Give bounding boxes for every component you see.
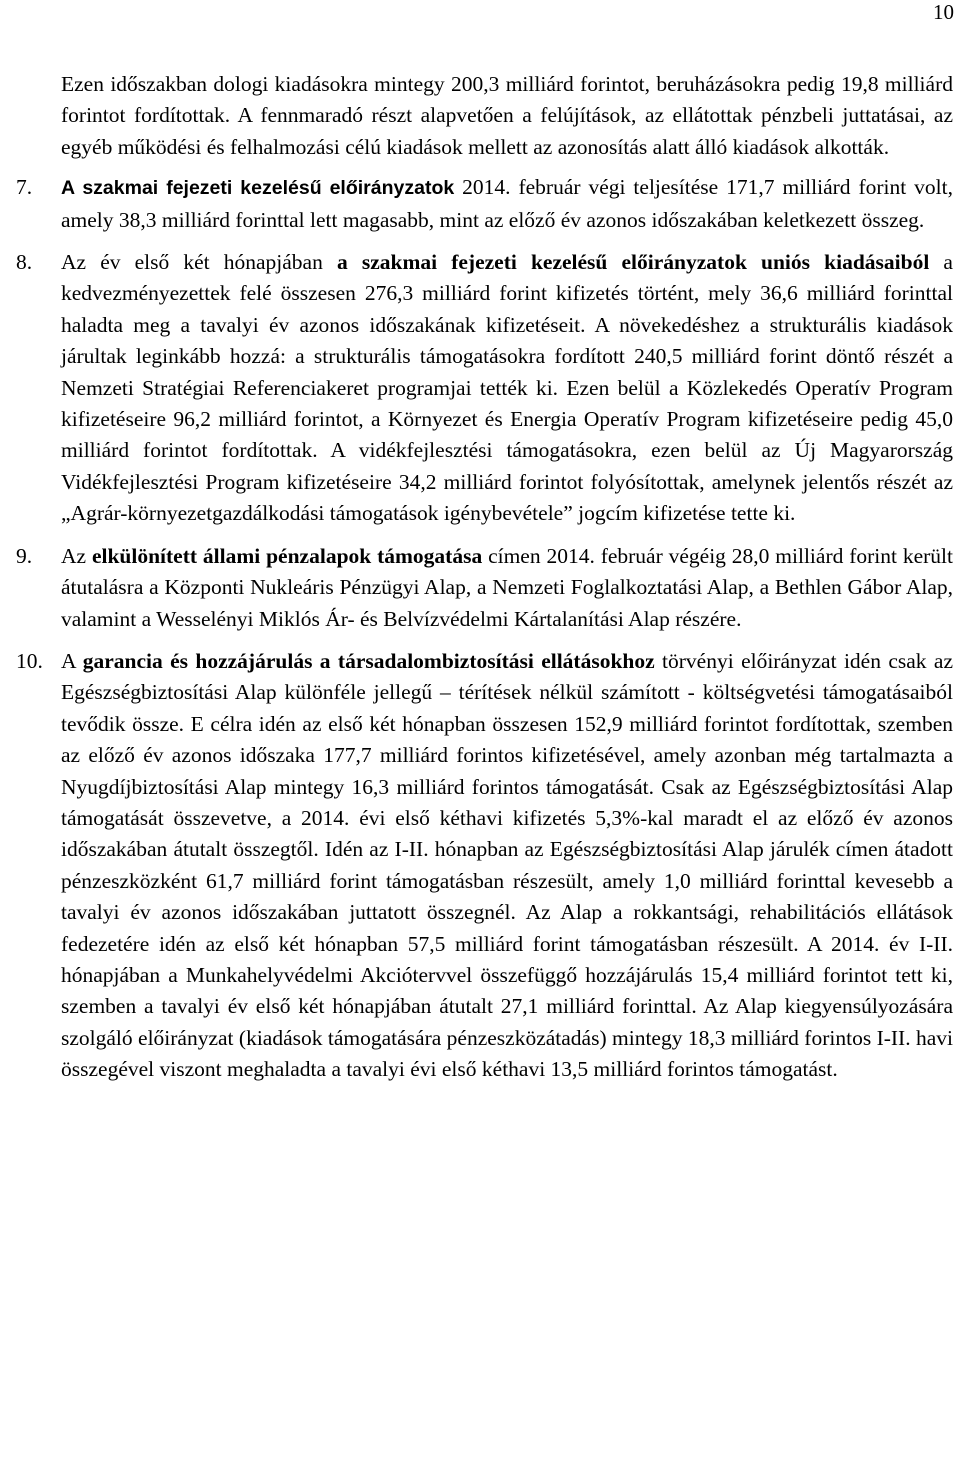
paragraph-8 [16,247,953,530]
paragraph-10-number: 10. [16,648,43,673]
document-body [16,69,953,1097]
paragraph-10-bold-term: garancia és hozzájárulás a társadalombiztosítási ellátásokhoz [82,648,655,673]
intro-text: Ezen időszakban dologi kiadásokra mintegy 200,3 milliárd forintot, beruházásokra pedig 19,8 milliárd forintot fordítottak. A fennmaradó részt alapvetően a felújítások, az ellátottak pénzbeli juttatásai, az egyéb működési és felhalmozási célú kiadások mellett az azonosítás alatt álló kiadások alkották. [61,72,953,159]
paragraph-9-text: címen 2014. február végéig 28,0 milliárd forint került átutalásra a Központi Nukleáris Pénzügyi Alap, a Nemzeti Foglalkoztatási Alap, a Bethlen Gábor Alap, valamint a Wesselényi Miklós Ár- és Belvízvédelmi Kártalanítási Alap részére. [61,543,953,631]
paragraph-7-bold-heading: A szakmai fejezeti kezelésű előirányzatok [61,177,455,200]
paragraph-9 [16,541,953,635]
paragraph-10-lead: A [61,648,83,673]
paragraph-8-number: 8. [16,250,33,275]
paragraph-7-text: 2014. február végi teljesítése 171,7 milliárd forint volt, amely 38,3 milliárd forinttal lett magasabb, mint az előző év azonos időszakában keletkezett összeg. [61,175,953,232]
paragraph-10 [16,646,953,1086]
paragraph-8-text: a kedvezményezettek felé összesen 276,3 milliárd forint kifizetés történt, mely 36,6 milliárd forinttal haladta meg a tavalyi év azonos időszakának kifizetéseit. A növekedéshez a strukturális kiadások járultak leginkább hozzá: a strukturális támogatásokra fordított 240,5 milliárd forint döntő részét a Nemzeti Stratégiai Referenciakeret programjai tették ki. Ezen belül a Közlekedés Operatív Program kifizetéseire 96,2 milliárd forintot, a Környezet és Energia Operatív Program kifizetéseire pedig 45,0 milliárd forintot fordítottak. A vidékfejlesztési támogatásokra, ezen belül az Új Magyarország Vidékfejlesztési Program kifizetéseire 34,2 milliárd forintot folyósítottak, amelynek jelentős részét az „Agrár-környezetgazdálkodási támogatások igénybevétele” jogcím kifizetése tette ki. [61,250,953,526]
paragraph-8-lead: Az év első két hónapjában [61,250,337,275]
paragraph-7-number: 7. [16,175,33,200]
intro-paragraph [16,69,953,163]
page-number: 10 [933,0,954,24]
paragraph-8-bold-term: a szakmai fejezeti kezelésű előirányzatok uniós kiadásaiból [336,250,930,275]
paragraph-9-number: 9. [16,543,33,568]
paragraph-7 [16,172,953,236]
paragraph-9-bold-term: elkülönített állami pénzalapok támogatása [91,543,483,568]
paragraph-9-lead: Az [61,543,92,568]
paragraph-10-text: törvényi előirányzat idén csak az Egészségbiztosítási Alap különféle jellegű – térítések nélkül számított - költségvetési támogatásaiból tevődik össze. E célra idén az első két hónapban összesen 152,9 milliárd forintot fordítottak, szemben az előző év azonos időszaka 177,7 milliárd forintos kifizetésével, amely azonban még tartalmazta a Nyugdíjbiztosítási Alap mintegy 16,3 milliárd forintos támogatását. Csak az Egészségbiztosítási Alap támogatását összevetve, a 2014. évi első kéthavi kifizetés 5,3%-kal maradt el az előző év azonos időszakában átutalt összegtől. Idén az I-II. hónapban az Egészségbiztosítási Alap járulék címen átadott pénzeszközként 61,7 milliárd forint támogatásban részesült, amely 1,0 milliárd forinttal kevesebb a tavalyi év azonos időszakában juttatott összegnél. Az Alap a rokkantsági, rehabilitációs ellátások fedezetére idén az első két hónapban 57,5 milliárd forint támogatásban részesült. A 2014. év I-II. hónapjában a Munkahelyvédelmi Akciótervvel összefüggő hozzájárulás 15,4 milliárd forintot tett ki, szemben a tavalyi év első két hónapjában átutalt 27,1 milliárd forinttal. Az Alap kiegyensúlyozására szolgáló előirányzat (kiadások támogatására pénzeszközátadás) mintegy 18,3 milliárd forintos I-II. havi összegével viszont meghaladta a tavalyi évi első kéthavi 13,5 milliárd forintos támogatást. [61,648,953,1082]
